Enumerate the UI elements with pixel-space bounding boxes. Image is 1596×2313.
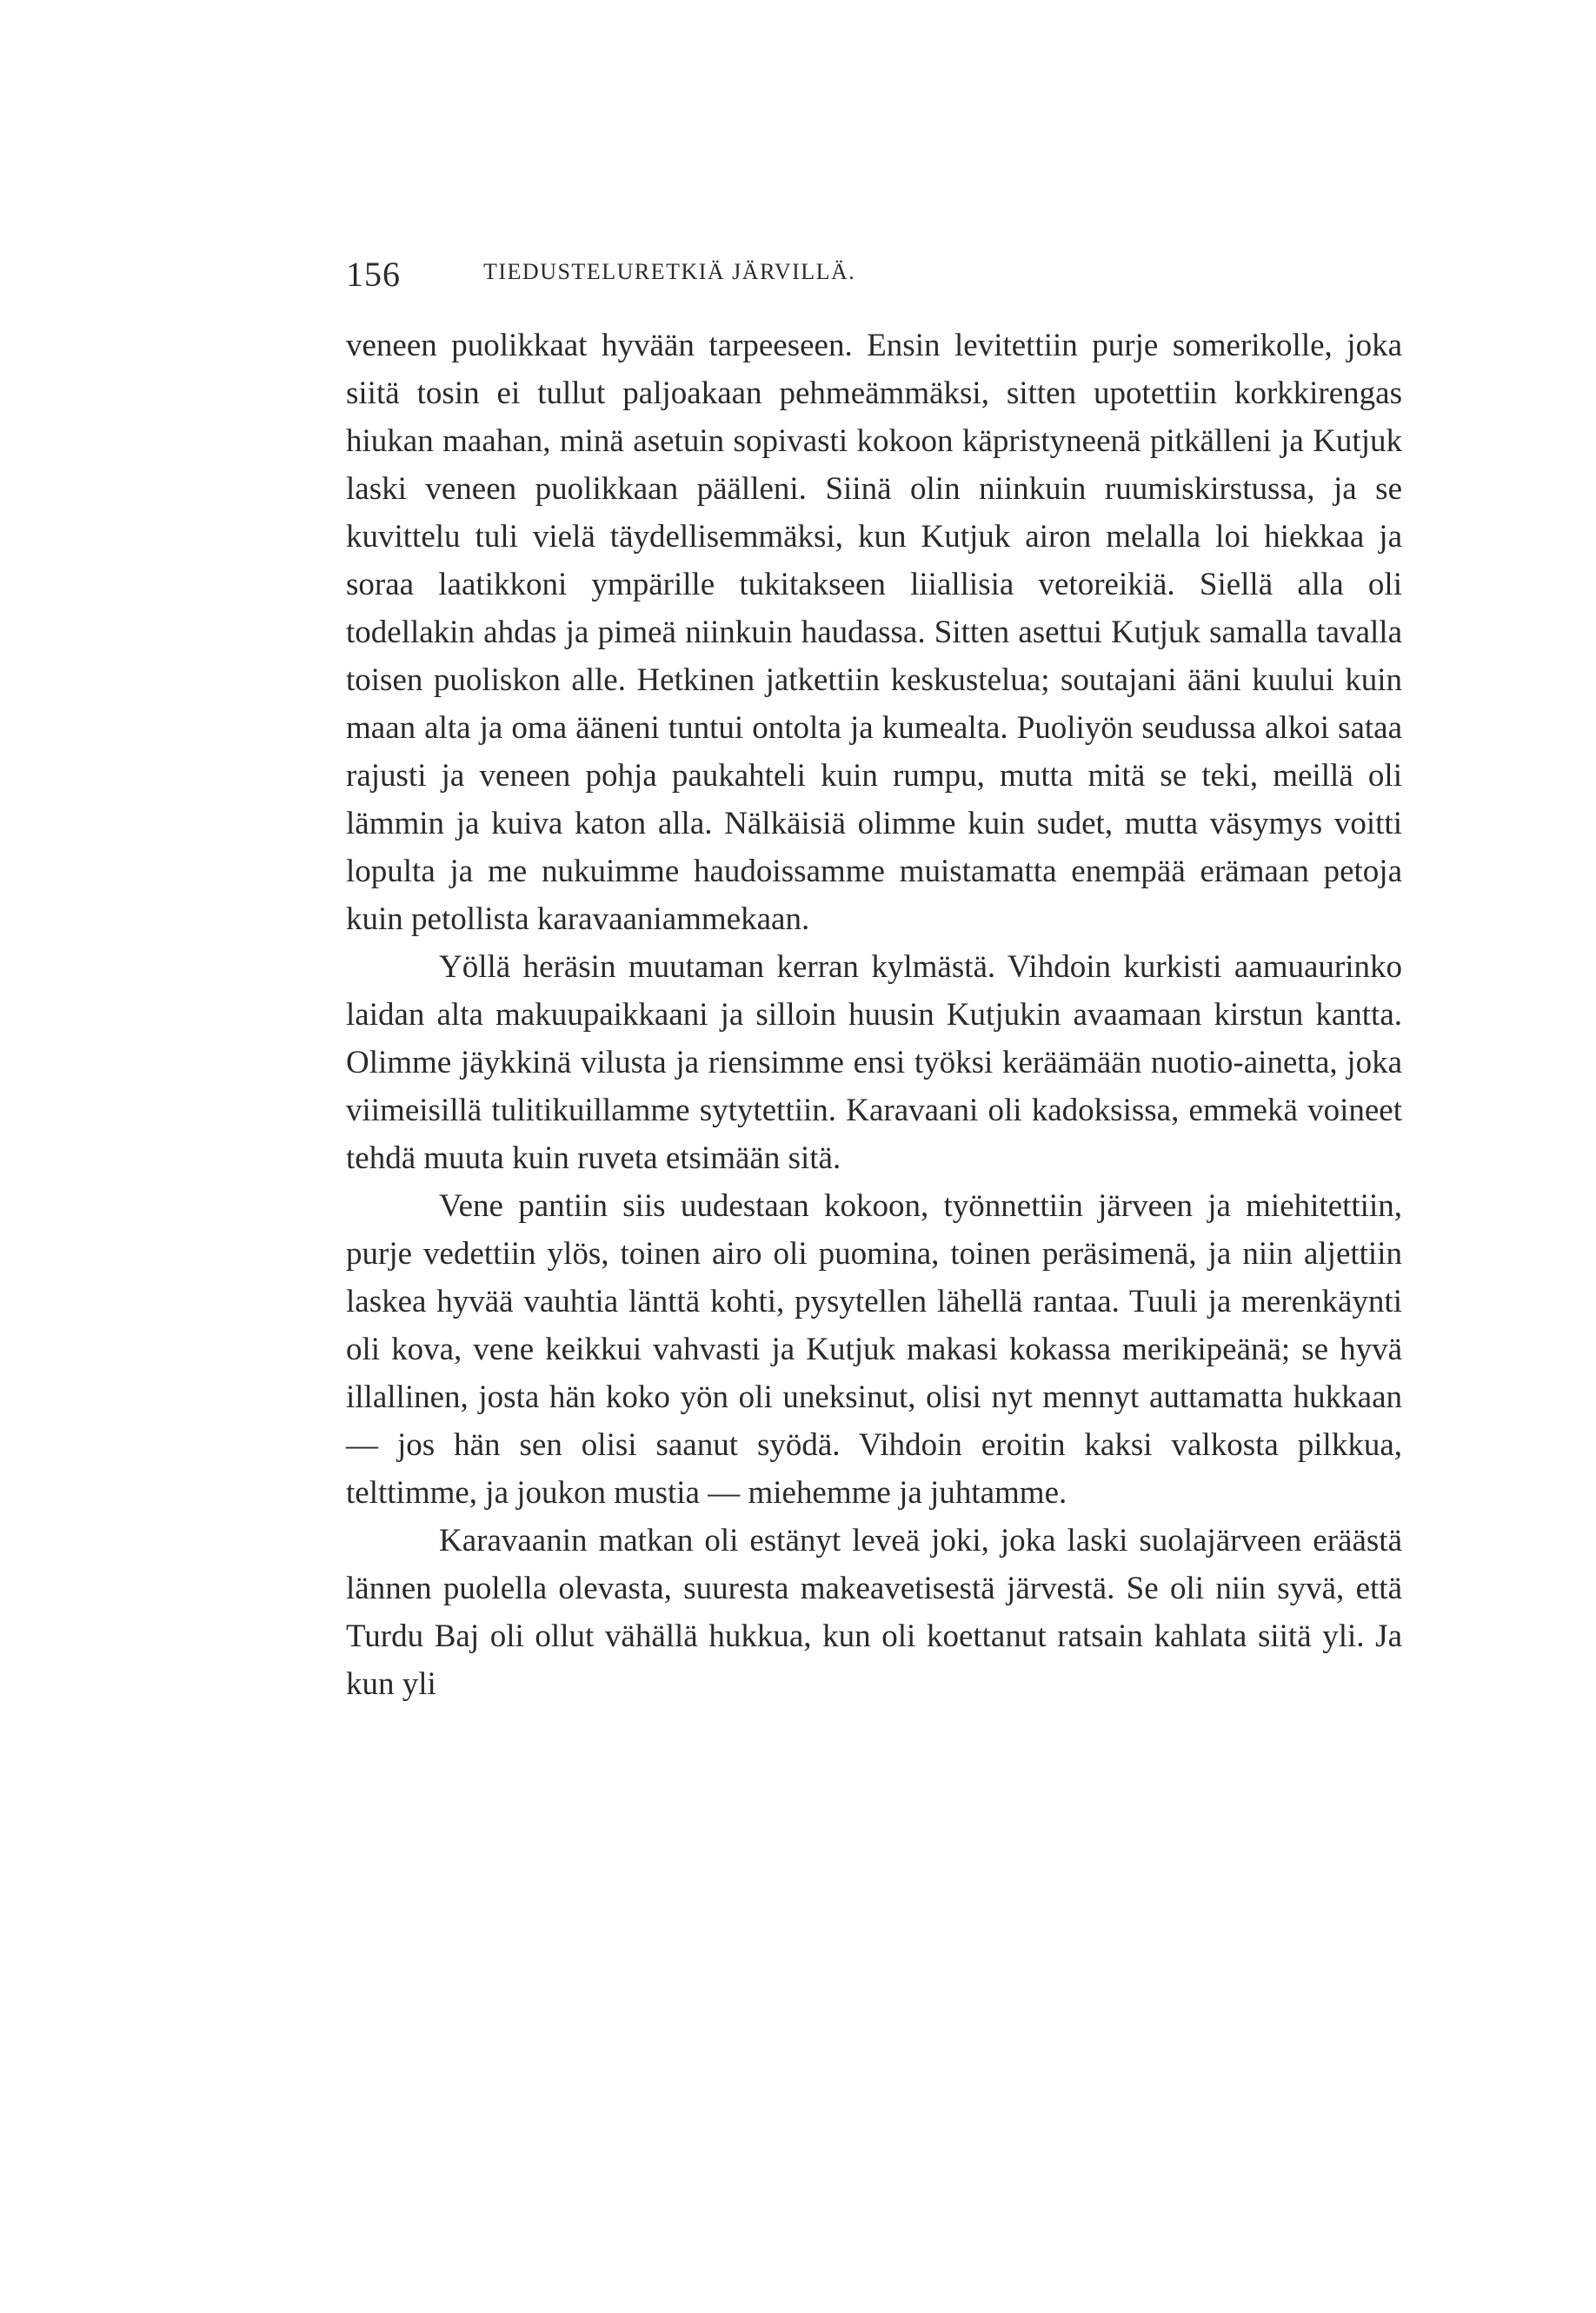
running-title: TIEDUSTELURETKIÄ JÄRVILLÄ. [483,259,856,284]
body-text [346,322,1402,1708]
page-number: 156 [346,255,401,294]
running-head [346,254,1402,297]
paragraph-4: Karavaanin matkan oli estänyt leveä joki, joka laski suolajärveen eräästä lännen puolella olevasta, suuresta makeavetisestä järvestä. Se oli niin syvä, että Turdu Baj oli ollut vähällä hukkua, kun oli koettanut ratsain kahlata siitä yli. Ja kun yli [346,1523,1402,1702]
paragraph-2: Yöllä heräsin muutaman kerran kylmästä. Vihdoin kurkisti aamuaurinko laidan alta makuupaikkaani ja silloin huusin Kutjukin avaamaan kirstun kantta. Olimme jäykkinä vilusta ja riensimme ensi työksi keräämään nuotio-ainetta, joka viimeisillä tulitikuillamme sytytettiin. Karavaani oli kadoksissa, emmekä voineet tehdä muuta kuin ruveta etsimään sitä. [346,949,1402,1176]
paragraph-3: Vene pantiin siis uudestaan kokoon, työnnettiin järveen ja miehitettiin, purje vedettiin ylös, toinen airo oli puomina, toinen peräsimenä, ja niin aljettiin laskea hyvää vauhtia länttä kohti, pysytellen lähellä rantaa. Tuuli ja merenkäynti oli kova, vene keikkui vahvasti ja Kutjuk makasi kokassa merikipeänä; se hyvä illallinen, josta hän koko yön oli uneksinut, olisi nyt mennyt auttamatta hukkaan — jos hän sen olisi saanut syödä. Vihdoin eroitin kaksi valkosta pilkkua, telttimme, ja joukon mustia — miehemme ja juhtamme. [346,1188,1402,1511]
paragraph-1: veneen puolikkaat hyvään tarpeeseen. Ensin levitettiin purje somerikolle, joka siitä tosin ei tullut paljoakaan pehmeämmäksi, sitten upotettiin korkkirengas hiukan maahan, minä asetuin sopivasti kokoon käpristyneenä pitkälleni ja Kutjuk laski veneen puolikkaan päälleni. Siinä olin niinkuin ruumiskirstussa, ja se kuvittelu tuli vielä täydellisemmäksi, kun Kutjuk airon melalla loi hiekkaa ja soraa laatikkoni ympärille tukitakseen liiallisia vetoreikiä. Siellä alla oli todellakin ahdas ja pimeä niinkuin haudassa. Sitten asettui Kutjuk samalla tavalla toisen puoliskon alle. Hetkinen jatkettiin keskustelua; soutajani ääni kuului kuin maan alta ja oma ääneni tuntui ontolta ja kumealta. Puoliyön seudussa alkoi sataa rajusti ja veneen pohja paukahteli kuin rumpu, mutta mitä se teki, meillä oli lämmin ja kuiva katon alla. Nälkäisiä olimme kuin sudet, mutta väsymys voitti lopulta ja me nukuimme haudoissamme muistamatta enempää erämaan petoja kuin petollista karavaaniammekaan. [346,328,1402,937]
